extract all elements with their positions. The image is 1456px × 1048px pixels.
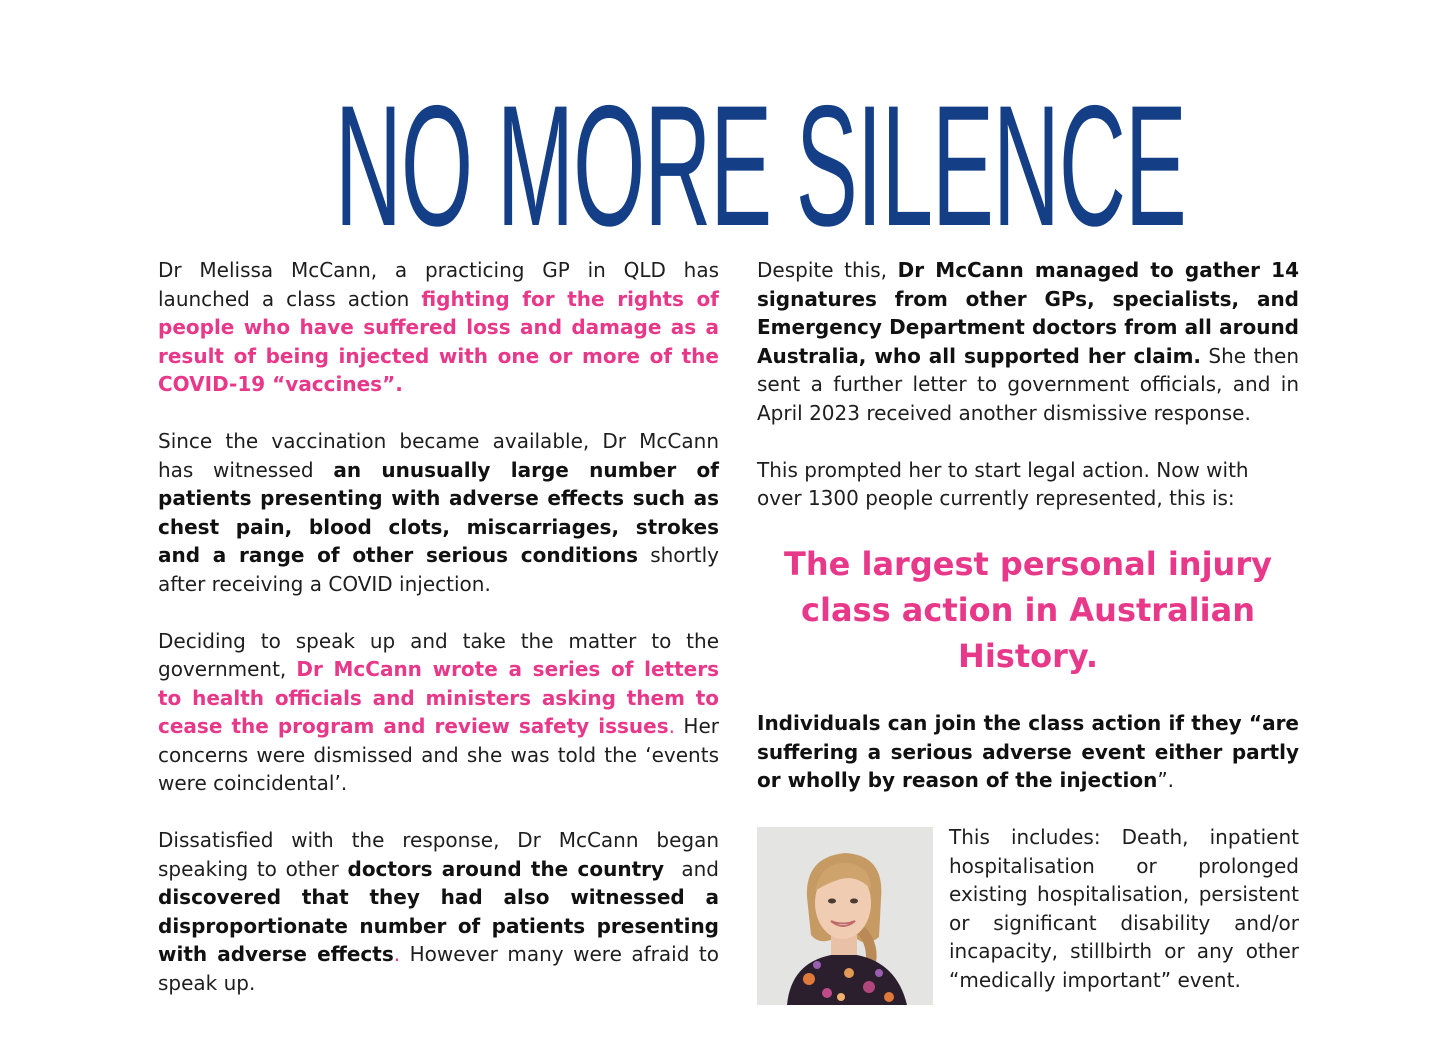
witness-bold: an unusually large number of patients presenting with adverse effects such as chest pain, blood clots, miscarriages, strokes and a range of other serious conditions: [158, 457, 719, 567]
largest-class-action-highlight: The largest personal injury class action in Australian History.: [784, 545, 1272, 675]
includes-paragraph: This includes: Death, inpatient hospitalisation or prolonged existing hospitalisation, persistent or significant disability and/or incapacity, stillbirth or any other “medically important” event.: [949, 825, 1299, 992]
letters-text-start: Deciding to speak up and take the matter to the government,: [158, 628, 719, 681]
doctors-bold-1: doctors around the country: [347, 856, 665, 881]
witness-text-end: shortly after receiving a COVID injection.: [158, 543, 719, 596]
page-headline: NO MORE SILENCE: [334, 70, 1186, 262]
eligibility-bold: Individuals can join the class action if they “are suffering a serious adverse event either partly or wholly by reason of the injection: [757, 711, 1299, 792]
eligibility-paragraph: [757, 709, 1299, 795]
doctors-text-mid: and: [664, 856, 726, 881]
signatures-text-start: Despite this,: [757, 258, 898, 282]
signatures-paragraph: [757, 256, 1299, 427]
doctors-text-start: Dissatisfied with the response, Dr McCann began speaking to other: [158, 828, 719, 881]
eligibility-end: ”.: [1157, 768, 1175, 792]
photo-row: [757, 823, 1299, 1003]
legal-action-paragraph: This prompted her to start legal action. Now with over 1300 people currently represented, this is:: [757, 457, 1249, 510]
doctors-text-end: However many were afraid to speak up.: [158, 942, 719, 995]
intro-paragraph: [158, 256, 719, 399]
intro-highlight: fighting for the rights of people who have suffered loss and damage as a result of being injected with one or more of the COVID-19 “vaccines”.: [158, 286, 719, 396]
doctors-period: .: [393, 942, 401, 966]
letters-text-end: Her concerns were dismissed and she was told the ‘events were coincidental’.: [158, 714, 719, 795]
portrait-illustration: [757, 827, 933, 1005]
portrait-photo: [757, 827, 933, 1005]
letters-paragraph: [158, 627, 719, 798]
left-column: [158, 256, 726, 1026]
right-column: [757, 256, 1299, 1003]
intro-text: Dr Melissa McCann, a practicing GP in QLD has launched a class action: [158, 258, 719, 311]
letters-highlight: Dr McCann wrote a series of letters to health officials and ministers asking them to cease the program and review safety issues: [158, 657, 719, 738]
doctors-bold-2: discovered that they had also witnessed a disproportionate number of patients presenting with adverse effects: [158, 885, 719, 966]
signatures-bold: Dr McCann managed to gather 14 signatures from other GPs, specialists, and Emergency Department doctors from all around Australia, who all supported her claim.: [757, 258, 1299, 368]
witness-paragraph: [158, 427, 719, 598]
witness-text-start: Since the vaccination became available, Dr McCann has witnessed: [158, 429, 719, 482]
signatures-text-end: She then sent a further letter to government officials, and in April 2023 received another dismissive response.: [757, 343, 1300, 425]
letters-period: .: [668, 714, 675, 738]
doctors-paragraph: [158, 826, 726, 997]
